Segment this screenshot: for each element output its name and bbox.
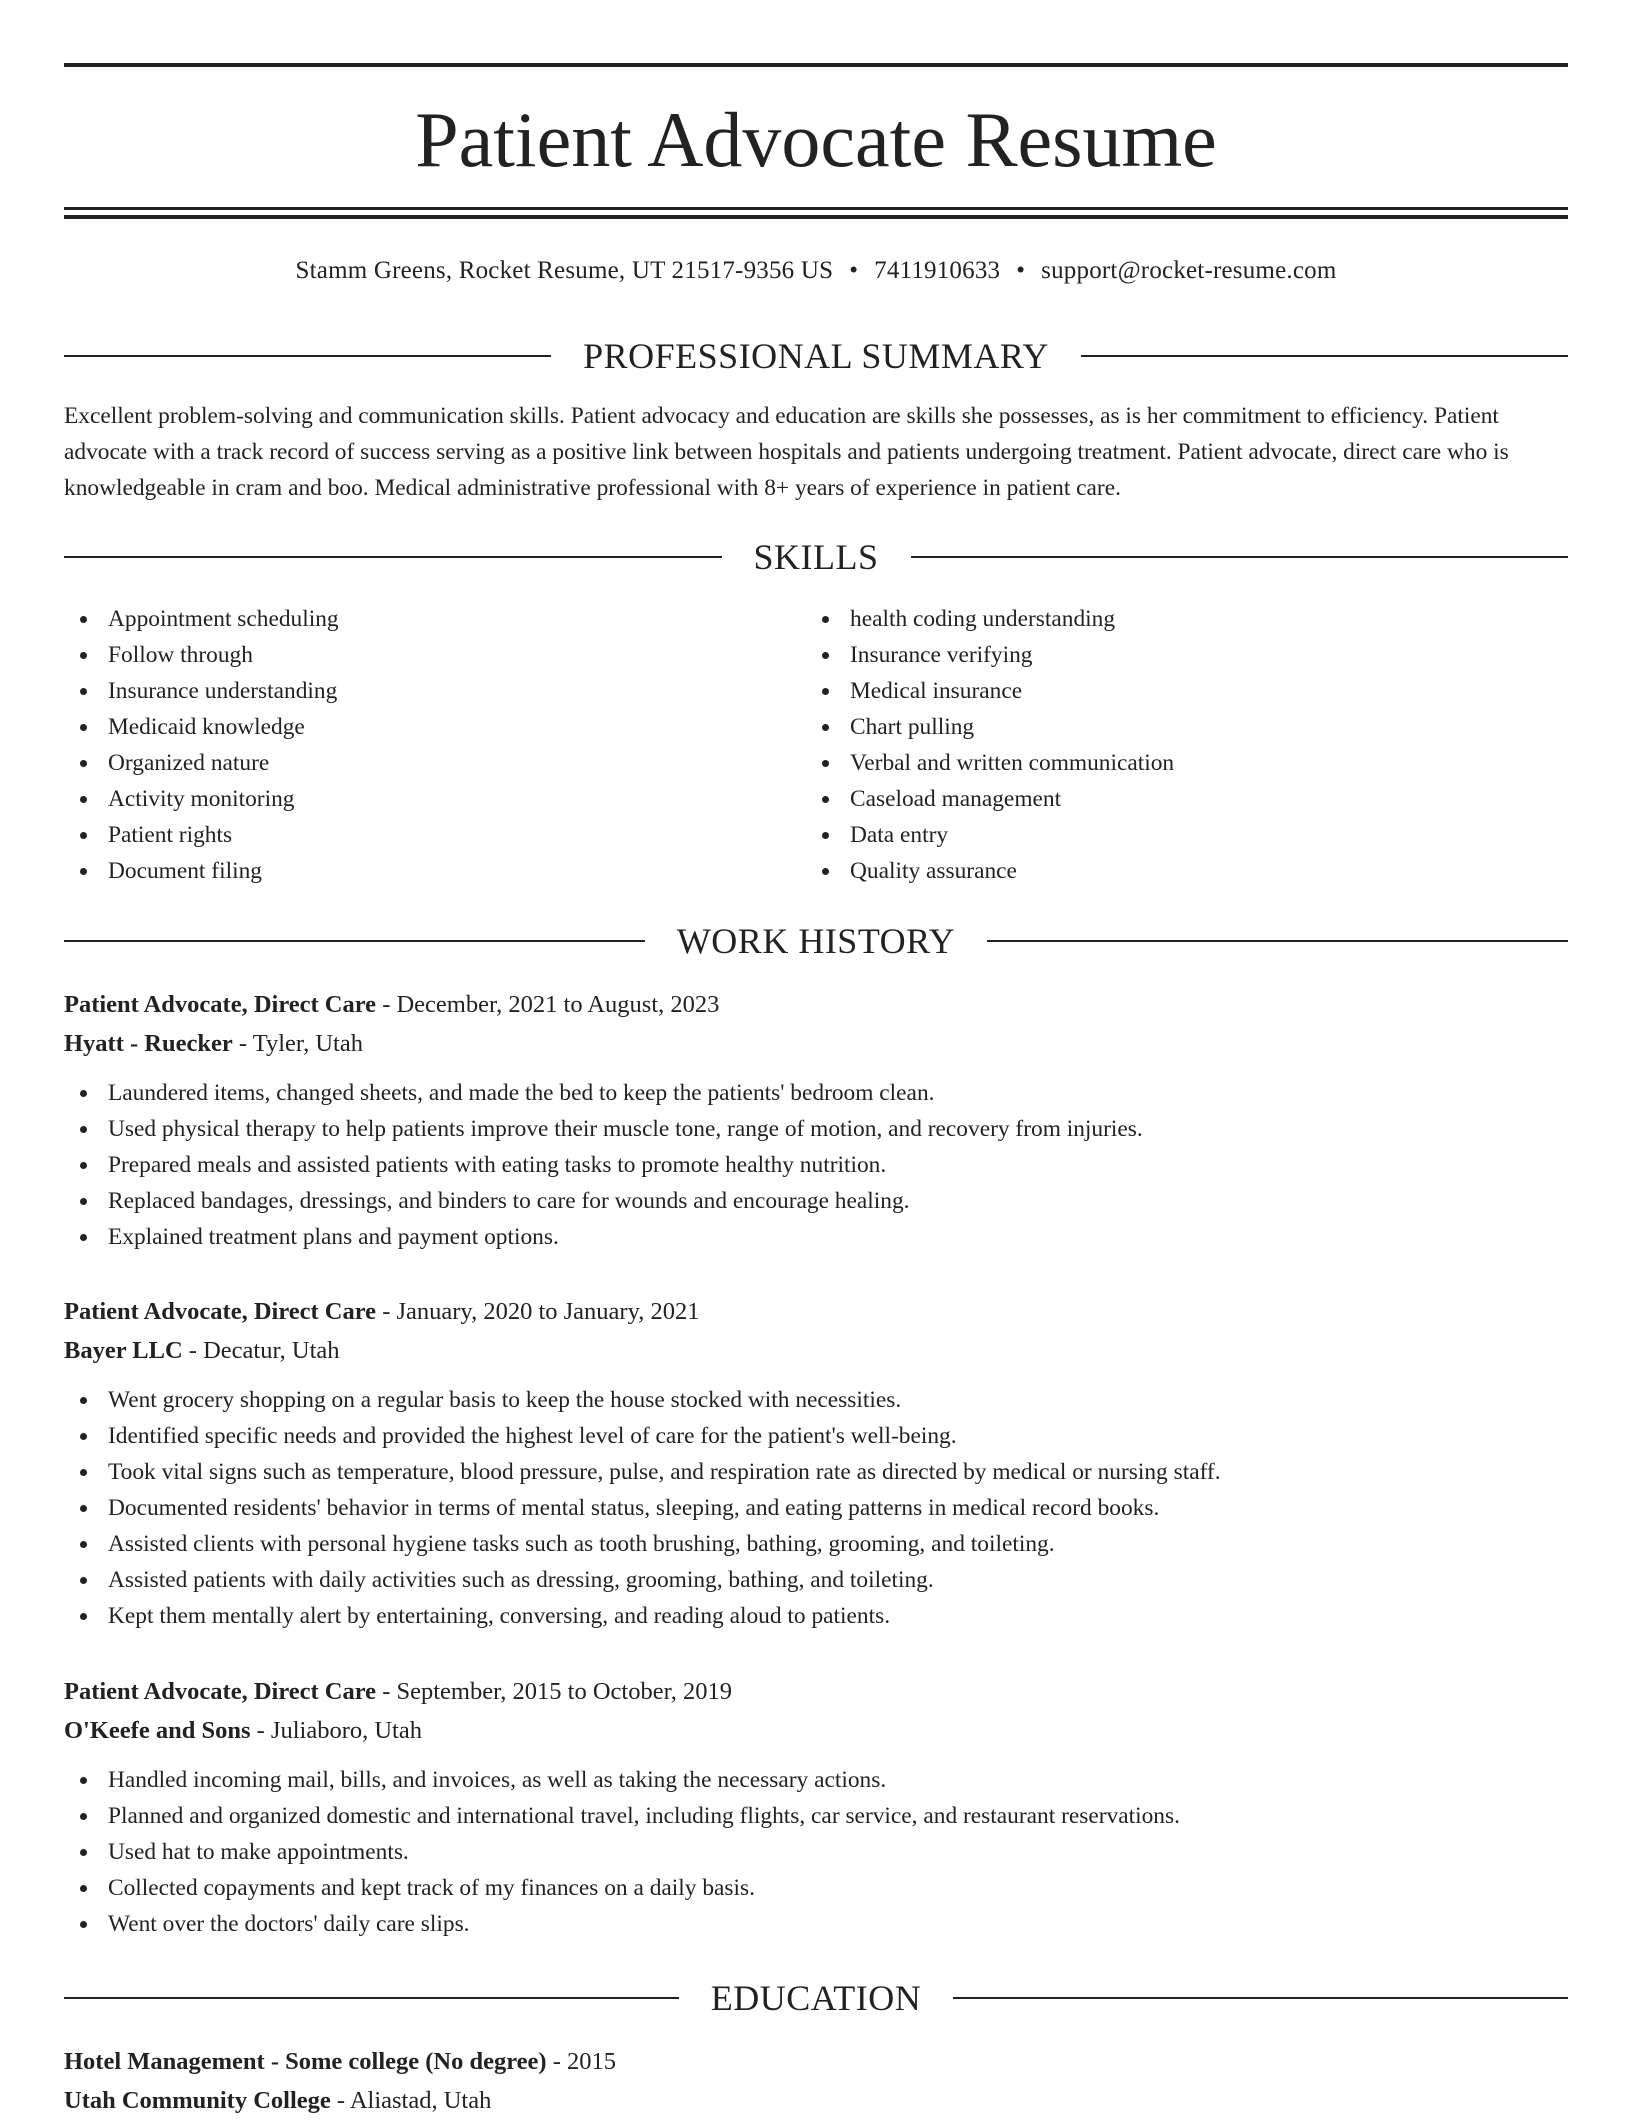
job-title-row: Patient Advocate, Direct Care - December, 2021 to August, 2023 <box>64 991 720 1018</box>
education-heading-label: EDUCATION <box>710 1978 922 2018</box>
job-location: Tyler, Utah <box>252 1030 363 1057</box>
job-location: Juliaboro, Utah <box>270 1717 422 1744</box>
resume-title: Patient Advocate Resume <box>415 96 1217 183</box>
heading-rule <box>953 1997 1568 1999</box>
job-bullet: Explained treatment plans and payment options. <box>64 1219 1568 1255</box>
job-bullet: Assisted patients with daily activities such as dressing, grooming, bathing, and toileting. <box>64 1562 1568 1598</box>
summary-text: Excellent problem-solving and communication skills. Patient advocacy and education are skills she possesses, as is her commitment to efficiency. Patient advocate with a track record of success serving as a positive link between hospitals and patients undergoing treatment. Patient advocate, direct care who is knowledgeable in cram and boo. Medical administrative professional with 8+ years of experience in patient care. <box>64 403 1509 501</box>
education-heading <box>64 1976 1568 2020</box>
job-entry <box>64 1292 1568 1634</box>
job-dates: December, 2021 to August, 2023 <box>396 991 720 1018</box>
job-dates: September, 2015 to October, 2019 <box>396 1678 733 1705</box>
contact-separator: • <box>1016 257 1026 284</box>
job-bullet: Used hat to make appointments. <box>64 1834 1568 1870</box>
skill-item: Caseload management <box>806 781 1174 817</box>
title-rule-thin <box>64 207 1568 210</box>
skills-left-list <box>64 601 339 889</box>
title-rule-thick <box>64 215 1568 219</box>
education-entry <box>64 2042 1568 2120</box>
heading-rule <box>911 556 1569 558</box>
education-location: Aliastad, Utah <box>349 2087 492 2114</box>
job-bullets <box>64 1075 1568 1255</box>
contact-separator: • <box>849 257 859 284</box>
skill-item: Patient rights <box>64 817 339 853</box>
skills-left-column <box>64 601 339 889</box>
skill-item: Chart pulling <box>806 709 1174 745</box>
job-dates: January, 2020 to January, 2021 <box>396 1298 700 1325</box>
job-bullet: Collected copayments and kept track of my finances on a daily basis. <box>64 1870 1568 1906</box>
education-dash: - <box>336 2087 346 2114</box>
skills-right-list <box>806 601 1174 889</box>
contact-phone: 7411910633 <box>874 257 1001 284</box>
job-bullet: Used physical therapy to help patients improve their muscle tone, range of motion, and recovery from injuries. <box>64 1111 1568 1147</box>
education-degree-row <box>64 2042 1568 2081</box>
skill-item: Insurance verifying <box>806 637 1174 673</box>
skills-heading-label: SKILLS <box>753 537 879 577</box>
work-heading-label: WORK HISTORY <box>676 921 956 961</box>
work-heading <box>64 919 1568 963</box>
job-title: Patient Advocate, Direct Care <box>64 991 377 1018</box>
job-company-row: Bayer LLC - Decatur, Utah <box>64 1337 340 1364</box>
skill-item: Quality assurance <box>806 853 1174 889</box>
job-bullets <box>64 1762 1568 1942</box>
job-location: Decatur, Utah <box>203 1337 340 1364</box>
job-title-row: Patient Advocate, Direct Care - September, 2015 to October, 2019 <box>64 1678 733 1705</box>
skill-item: Activity monitoring <box>64 781 339 817</box>
job-bullet: Replaced bandages, dressings, and binders to care for wounds and encourage healing. <box>64 1183 1568 1219</box>
job-company-row: Hyatt - Ruecker - Tyler, Utah <box>64 1030 363 1057</box>
skill-item: Insurance understanding <box>64 673 339 709</box>
job-bullet: Documented residents' behavior in terms of mental status, sleeping, and eating patterns in medical record books. <box>64 1490 1568 1526</box>
skill-item: Appointment scheduling <box>64 601 339 637</box>
education-dash: - <box>552 2048 561 2075</box>
job-bullet: Handled incoming mail, bills, and invoices, as well as taking the necessary actions. <box>64 1762 1568 1798</box>
job-bullet: Kept them mentally alert by entertaining, conversing, and reading aloud to patients. <box>64 1598 1568 1634</box>
skill-item: Follow through <box>64 637 339 673</box>
job-title: Patient Advocate, Direct Care <box>64 1678 377 1705</box>
top-rule <box>64 63 1568 67</box>
skills-heading <box>64 535 1568 579</box>
job-bullet: Laundered items, changed sheets, and made the bed to keep the patients' bedroom clean. <box>64 1075 1568 1111</box>
job-bullets <box>64 1382 1568 1634</box>
heading-rule <box>64 355 551 357</box>
skill-item: Organized nature <box>64 745 339 781</box>
job-bullet: Identified specific needs and provided the highest level of care for the patient's well-being. <box>64 1418 1568 1454</box>
skill-item: Data entry <box>806 817 1174 853</box>
summary-heading-label: PROFESSIONAL SUMMARY <box>583 336 1049 376</box>
skill-item: Medical insurance <box>806 673 1174 709</box>
heading-rule <box>64 556 722 558</box>
skills-right-column <box>806 601 1174 889</box>
contact-address: Stamm Greens, Rocket Resume, UT 21517-9356 US <box>295 257 834 284</box>
job-title-row: Patient Advocate, Direct Care - January, 2020 to January, 2021 <box>64 1298 700 1325</box>
heading-rule <box>1081 355 1568 357</box>
job-bullet: Planned and organized domestic and international travel, including flights, car service, and restaurant reservations. <box>64 1798 1568 1834</box>
heading-rule <box>64 940 645 942</box>
education-school: Utah Community College <box>64 2087 331 2114</box>
education-degree: Hotel Management - Some college (No degree) <box>64 2048 547 2075</box>
job-company: Bayer LLC <box>64 1337 183 1364</box>
skill-item: Medicaid knowledge <box>64 709 339 745</box>
heading-rule <box>64 1997 679 1999</box>
contact-line <box>64 254 1568 288</box>
education-school-row <box>64 2081 1568 2120</box>
contact-email: support@rocket-resume.com <box>1041 257 1337 284</box>
job-entry <box>64 985 1568 1255</box>
job-bullet: Prepared meals and assisted patients with eating tasks to promote healthy nutrition. <box>64 1147 1568 1183</box>
heading-rule <box>987 940 1568 942</box>
skill-item: Verbal and written communication <box>806 745 1174 781</box>
job-bullet: Took vital signs such as temperature, blood pressure, pulse, and respiration rate as directed by medical or nursing staff. <box>64 1454 1568 1490</box>
summary-heading <box>64 334 1568 378</box>
job-company: Hyatt - Ruecker <box>64 1030 233 1057</box>
job-company: O'Keefe and Sons <box>64 1717 251 1744</box>
job-entry <box>64 1672 1568 1942</box>
job-bullet: Assisted clients with personal hygiene tasks such as tooth brushing, bathing, grooming, and toileting. <box>64 1526 1568 1562</box>
skill-item: Document filing <box>64 853 339 889</box>
skill-item: health coding understanding <box>806 601 1174 637</box>
education-year: 2015 <box>567 2048 617 2075</box>
job-bullet: Went grocery shopping on a regular basis to keep the house stocked with necessities. <box>64 1382 1568 1418</box>
job-title: Patient Advocate, Direct Care <box>64 1298 377 1325</box>
job-company-row: O'Keefe and Sons - Juliaboro, Utah <box>64 1717 422 1744</box>
job-bullet: Went over the doctors' daily care slips. <box>64 1906 1568 1942</box>
